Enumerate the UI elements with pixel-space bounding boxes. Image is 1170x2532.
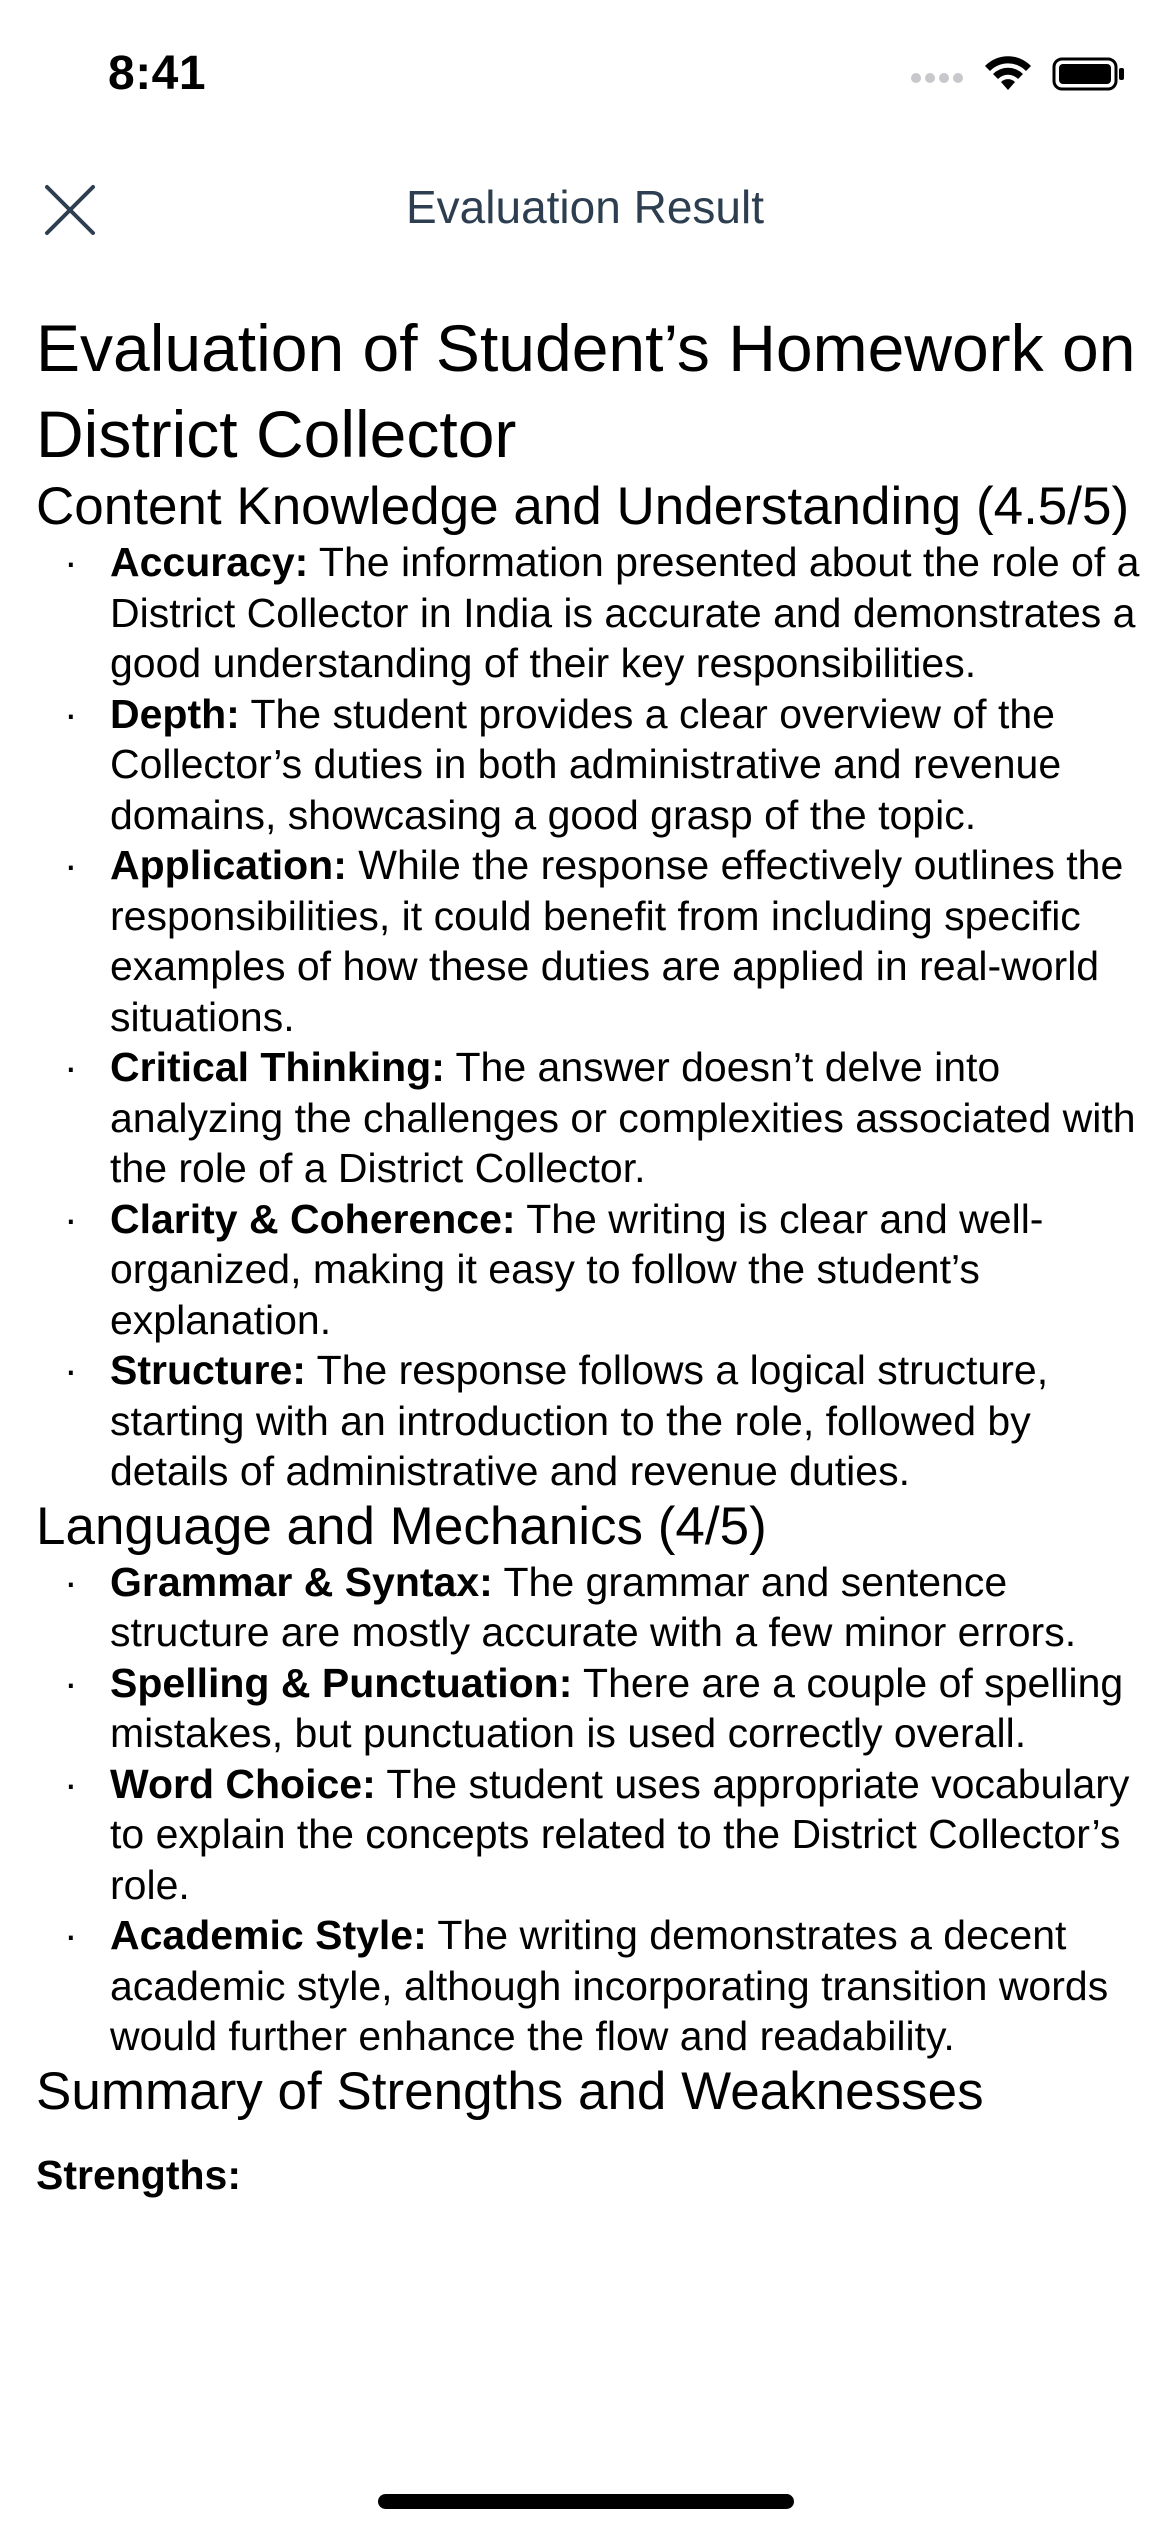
- list-item: · Academic Style: The writing demonstrates a decent academic style, although incorporating transition words would further enhance the flow and readability.: [64, 1912, 1109, 2059]
- list-item: · Depth: The student provides a clear overview of the Collector’s duties in both administrative and revenue domains, showcasing a good grasp of the topic.: [64, 690, 1062, 838]
- wifi-icon: [982, 54, 1034, 94]
- strengths-label: Strengths:: [36, 2151, 241, 2198]
- content-knowledge-list: [36, 537, 1146, 1497]
- status-time: 8:41: [108, 47, 207, 100]
- language-mechanics-list: [36, 1557, 1146, 2062]
- list-item: · Clarity & Coherence: The writing is clear and well-organized, making it easy to follow the student’s explanation.: [64, 1195, 1044, 1343]
- status-icons: [910, 52, 1126, 96]
- signal-icon: [910, 64, 964, 84]
- list-item: · Grammar & Syntax: The grammar and sentence structure are mostly accurate with a few minor errors.: [64, 1558, 1077, 1655]
- document-title: Evaluation of Student’s Homework on District Collector: [36, 311, 1136, 471]
- list-item: · Structure: The response follows a logical structure, starting with an introduction to the role, followed by details of administrative and revenue duties.: [64, 1347, 1049, 1494]
- battery-icon: [1052, 56, 1126, 92]
- list-item: · Accuracy: The information presented about the role of a District Collector in India is accurate and demonstrates a good understanding of their key responsibilities.: [64, 539, 1140, 686]
- list-item: · Critical Thinking: The answer doesn’t delve into analyzing the challenges or complexities associated with the role of a District Collector.: [64, 1044, 1136, 1191]
- nav-bar: [0, 150, 1170, 270]
- section-heading-language-mechanics: Language and Mechanics (4/5): [36, 1496, 767, 1556]
- list-item: · Spelling & Punctuation: There are a couple of spelling mistakes, but punctuation is used correctly overall.: [64, 1659, 1124, 1756]
- list-item: · Application: While the response effectively outlines the responsibilities, it could benefit from including specific examples of how these duties are applied in real-world situations.: [64, 842, 1124, 1040]
- status-bar: [0, 0, 1170, 150]
- home-indicator[interactable]: [378, 2494, 794, 2509]
- section-heading-content-knowledge: Content Knowledge and Understanding (4.5/5): [36, 477, 1130, 536]
- list-item: · Word Choice: The student uses appropriate vocabulary to explain the concepts related to the District Collector’s role.: [64, 1760, 1130, 1908]
- nav-title: Evaluation Result: [406, 181, 764, 233]
- document-content: [36, 305, 1146, 2199]
- section-heading-summary: Summary of Strengths and Weaknesses: [36, 2061, 984, 2121]
